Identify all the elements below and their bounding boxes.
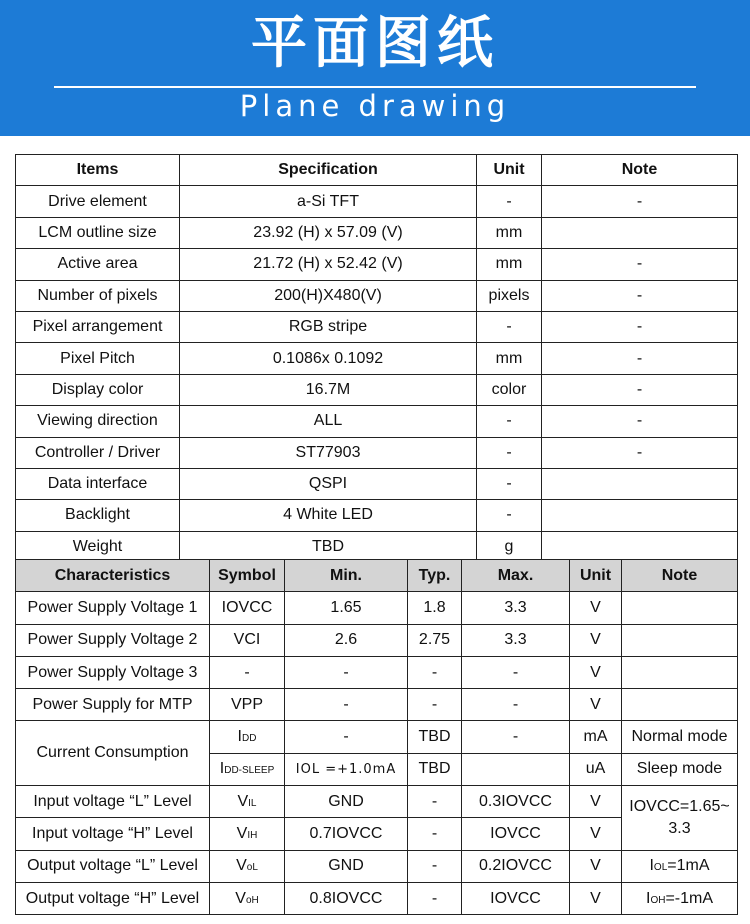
voh-max: IOVCC xyxy=(462,882,570,914)
table-row xyxy=(16,689,738,721)
table-row xyxy=(16,249,738,280)
table-row xyxy=(16,280,738,311)
spec-note-cell: - xyxy=(542,311,738,342)
vil-symbol: VIL xyxy=(210,786,285,818)
electrical-max-cell: - xyxy=(462,656,570,688)
table-row xyxy=(16,624,738,656)
electrical-characteristics-cell: Power Supply Voltage 3 xyxy=(16,656,210,688)
electrical-typ-cell: - xyxy=(408,689,462,721)
spec-value-cell: 4 White LED xyxy=(180,500,477,531)
header-typ: Typ. xyxy=(408,560,462,592)
vih-max: IOVCC xyxy=(462,818,570,850)
header-items: Items xyxy=(16,155,180,186)
idd-sleep-note: Sleep mode xyxy=(622,753,738,785)
table-row xyxy=(16,311,738,342)
spec-unit-cell: pixels xyxy=(477,280,542,311)
electrical-typ-cell: 2.75 xyxy=(408,624,462,656)
electrical-header-row xyxy=(16,560,738,592)
vol-max: 0.2IOVCC xyxy=(462,850,570,882)
electrical-min-cell: 2.6 xyxy=(285,624,408,656)
spec-value-cell: 0.1086x 0.1092 xyxy=(180,343,477,374)
electrical-max-cell: 3.3 xyxy=(462,624,570,656)
vil-unit: V xyxy=(570,786,622,818)
input-level-note: IOVCC=1.65~ 3.3 xyxy=(622,786,738,851)
electrical-symbol-cell: VPP xyxy=(210,689,285,721)
header-unit: Unit xyxy=(477,155,542,186)
electrical-note-cell xyxy=(622,624,738,656)
spec-item-cell: Number of pixels xyxy=(16,280,180,311)
header-note: Note xyxy=(542,155,738,186)
page-title-english: Plane drawing xyxy=(239,89,511,123)
spec-unit-cell: mm xyxy=(477,343,542,374)
electrical-note-cell xyxy=(622,689,738,721)
spec-item-cell: Weight xyxy=(16,531,180,562)
electrical-unit-cell: V xyxy=(570,656,622,688)
electrical-unit-cell: V xyxy=(570,689,622,721)
electrical-characteristics-cell: Power Supply for MTP xyxy=(16,689,210,721)
table-row xyxy=(16,592,738,624)
header-unit: Unit xyxy=(570,560,622,592)
spec-unit-cell: color xyxy=(477,374,542,405)
vol-symbol: VoL xyxy=(210,850,285,882)
spec-value-cell: TBD xyxy=(180,531,477,562)
spec-value-cell: 16.7M xyxy=(180,374,477,405)
spec-value-cell: 23.92 (H) x 57.09 (V) xyxy=(180,217,477,248)
table-row xyxy=(16,850,738,882)
vih-symbol: VIH xyxy=(210,818,285,850)
table-row xyxy=(16,882,738,914)
table-row xyxy=(16,468,738,499)
spec-item-cell: Backlight xyxy=(16,500,180,531)
spec-item-cell: Pixel Pitch xyxy=(16,343,180,374)
spec-note-cell xyxy=(542,468,738,499)
idd-typ: TBD xyxy=(408,721,462,753)
electrical-max-cell: - xyxy=(462,689,570,721)
idd-sleep-max xyxy=(462,753,570,785)
spec-unit-cell: mm xyxy=(477,249,542,280)
header-banner xyxy=(0,0,750,136)
spec-value-cell: ST77903 xyxy=(180,437,477,468)
electrical-unit-cell: V xyxy=(570,592,622,624)
spec-item-cell: Active area xyxy=(16,249,180,280)
electrical-characteristics-cell: Power Supply Voltage 2 xyxy=(16,624,210,656)
header-symbol: Symbol xyxy=(210,560,285,592)
electrical-symbol-cell: IOVCC xyxy=(210,592,285,624)
spec-note-cell: - xyxy=(542,374,738,405)
table-row xyxy=(16,437,738,468)
vih-typ: - xyxy=(408,818,462,850)
idd-sleep-symbol: IDD-SLEEP xyxy=(210,753,285,785)
vol-min: GND xyxy=(285,850,408,882)
electrical-typ-cell: 1.8 xyxy=(408,592,462,624)
vil-characteristics: Input voltage “L” Level xyxy=(16,786,210,818)
spec-item-cell: LCM outline size xyxy=(16,217,180,248)
idd-note: Normal mode xyxy=(622,721,738,753)
spec-unit-cell: - xyxy=(477,468,542,499)
table-row xyxy=(16,656,738,688)
table-row xyxy=(16,500,738,531)
table-row xyxy=(16,786,738,818)
spec-unit-cell: - xyxy=(477,406,542,437)
spec-item-cell: Viewing direction xyxy=(16,406,180,437)
table-row xyxy=(16,721,738,753)
vih-characteristics: Input voltage “H” Level xyxy=(16,818,210,850)
spec-unit-cell: - xyxy=(477,186,542,217)
spec-header-row xyxy=(16,155,738,186)
vol-characteristics: Output voltage “L” Level xyxy=(16,850,210,882)
idd-symbol: IDD xyxy=(210,721,285,753)
vol-unit: V xyxy=(570,850,622,882)
idd-sleep-typ: TBD xyxy=(408,753,462,785)
table-row xyxy=(16,374,738,405)
spec-unit-cell: - xyxy=(477,437,542,468)
idd-max: - xyxy=(462,721,570,753)
header-note: Note xyxy=(622,560,738,592)
idd-unit: mA xyxy=(570,721,622,753)
electrical-symbol-cell: VCI xyxy=(210,624,285,656)
vil-max: 0.3IOVCC xyxy=(462,786,570,818)
table-row xyxy=(16,217,738,248)
spec-note-cell xyxy=(542,217,738,248)
vil-typ: - xyxy=(408,786,462,818)
spec-note-cell xyxy=(542,531,738,562)
electrical-symbol-cell: - xyxy=(210,656,285,688)
spec-value-cell: a-Si TFT xyxy=(180,186,477,217)
table-row xyxy=(16,343,738,374)
spec-item-cell: Controller / Driver xyxy=(16,437,180,468)
table-row xyxy=(16,406,738,437)
electrical-max-cell: 3.3 xyxy=(462,592,570,624)
spec-unit-cell: g xyxy=(477,531,542,562)
vol-typ: - xyxy=(408,850,462,882)
spec-unit-cell: mm xyxy=(477,217,542,248)
page-title-chinese: 平面图纸 xyxy=(251,11,499,76)
electrical-characteristics-cell: Power Supply Voltage 1 xyxy=(16,592,210,624)
electrical-min-cell: 1.65 xyxy=(285,592,408,624)
header-characteristics: Characteristics xyxy=(16,560,210,592)
electrical-typ-cell: - xyxy=(408,656,462,688)
current-consumption-label: Current Consumption xyxy=(16,721,210,786)
idd-min: - xyxy=(285,721,408,753)
header-specification: Specification xyxy=(180,155,477,186)
spec-unit-cell: - xyxy=(477,311,542,342)
electrical-note-cell xyxy=(622,592,738,624)
spec-item-cell: Drive element xyxy=(16,186,180,217)
header-min: Min. xyxy=(285,560,408,592)
spec-value-cell: 21.72 (H) x 52.42 (V) xyxy=(180,249,477,280)
spec-note-cell: - xyxy=(542,406,738,437)
spec-item-cell: Pixel arrangement xyxy=(16,311,180,342)
voh-note: IOH=-1mA xyxy=(622,882,738,914)
spec-value-cell: RGB stripe xyxy=(180,311,477,342)
spec-value-cell: 200(H)X480(V) xyxy=(180,280,477,311)
electrical-min-cell: - xyxy=(285,656,408,688)
electrical-note-cell xyxy=(622,656,738,688)
specification-table xyxy=(15,154,738,563)
spec-note-cell: - xyxy=(542,437,738,468)
electrical-characteristics-table xyxy=(15,559,738,915)
voh-min: 0.8IOVCC xyxy=(285,882,408,914)
voh-unit: V xyxy=(570,882,622,914)
voh-typ: - xyxy=(408,882,462,914)
vol-note: IOL=1mA xyxy=(622,850,738,882)
spec-note-cell xyxy=(542,500,738,531)
spec-unit-cell: - xyxy=(477,500,542,531)
vil-min: GND xyxy=(285,786,408,818)
vih-unit: V xyxy=(570,818,622,850)
idd-sleep-min: IOL =+1.0mA xyxy=(285,753,408,785)
vih-min: 0.7IOVCC xyxy=(285,818,408,850)
table-row xyxy=(16,186,738,217)
spec-note-cell: - xyxy=(542,280,738,311)
voh-characteristics: Output voltage “H” Level xyxy=(16,882,210,914)
spec-note-cell: - xyxy=(542,249,738,280)
electrical-unit-cell: V xyxy=(570,624,622,656)
table-row xyxy=(16,531,738,562)
spec-note-cell: - xyxy=(542,186,738,217)
spec-note-cell: - xyxy=(542,343,738,374)
header-max: Max. xyxy=(462,560,570,592)
idd-sleep-unit: uA xyxy=(570,753,622,785)
spec-item-cell: Data interface xyxy=(16,468,180,499)
spec-value-cell: ALL xyxy=(180,406,477,437)
spec-item-cell: Display color xyxy=(16,374,180,405)
voh-symbol: VoH xyxy=(210,882,285,914)
electrical-min-cell: - xyxy=(285,689,408,721)
spec-value-cell: QSPI xyxy=(180,468,477,499)
